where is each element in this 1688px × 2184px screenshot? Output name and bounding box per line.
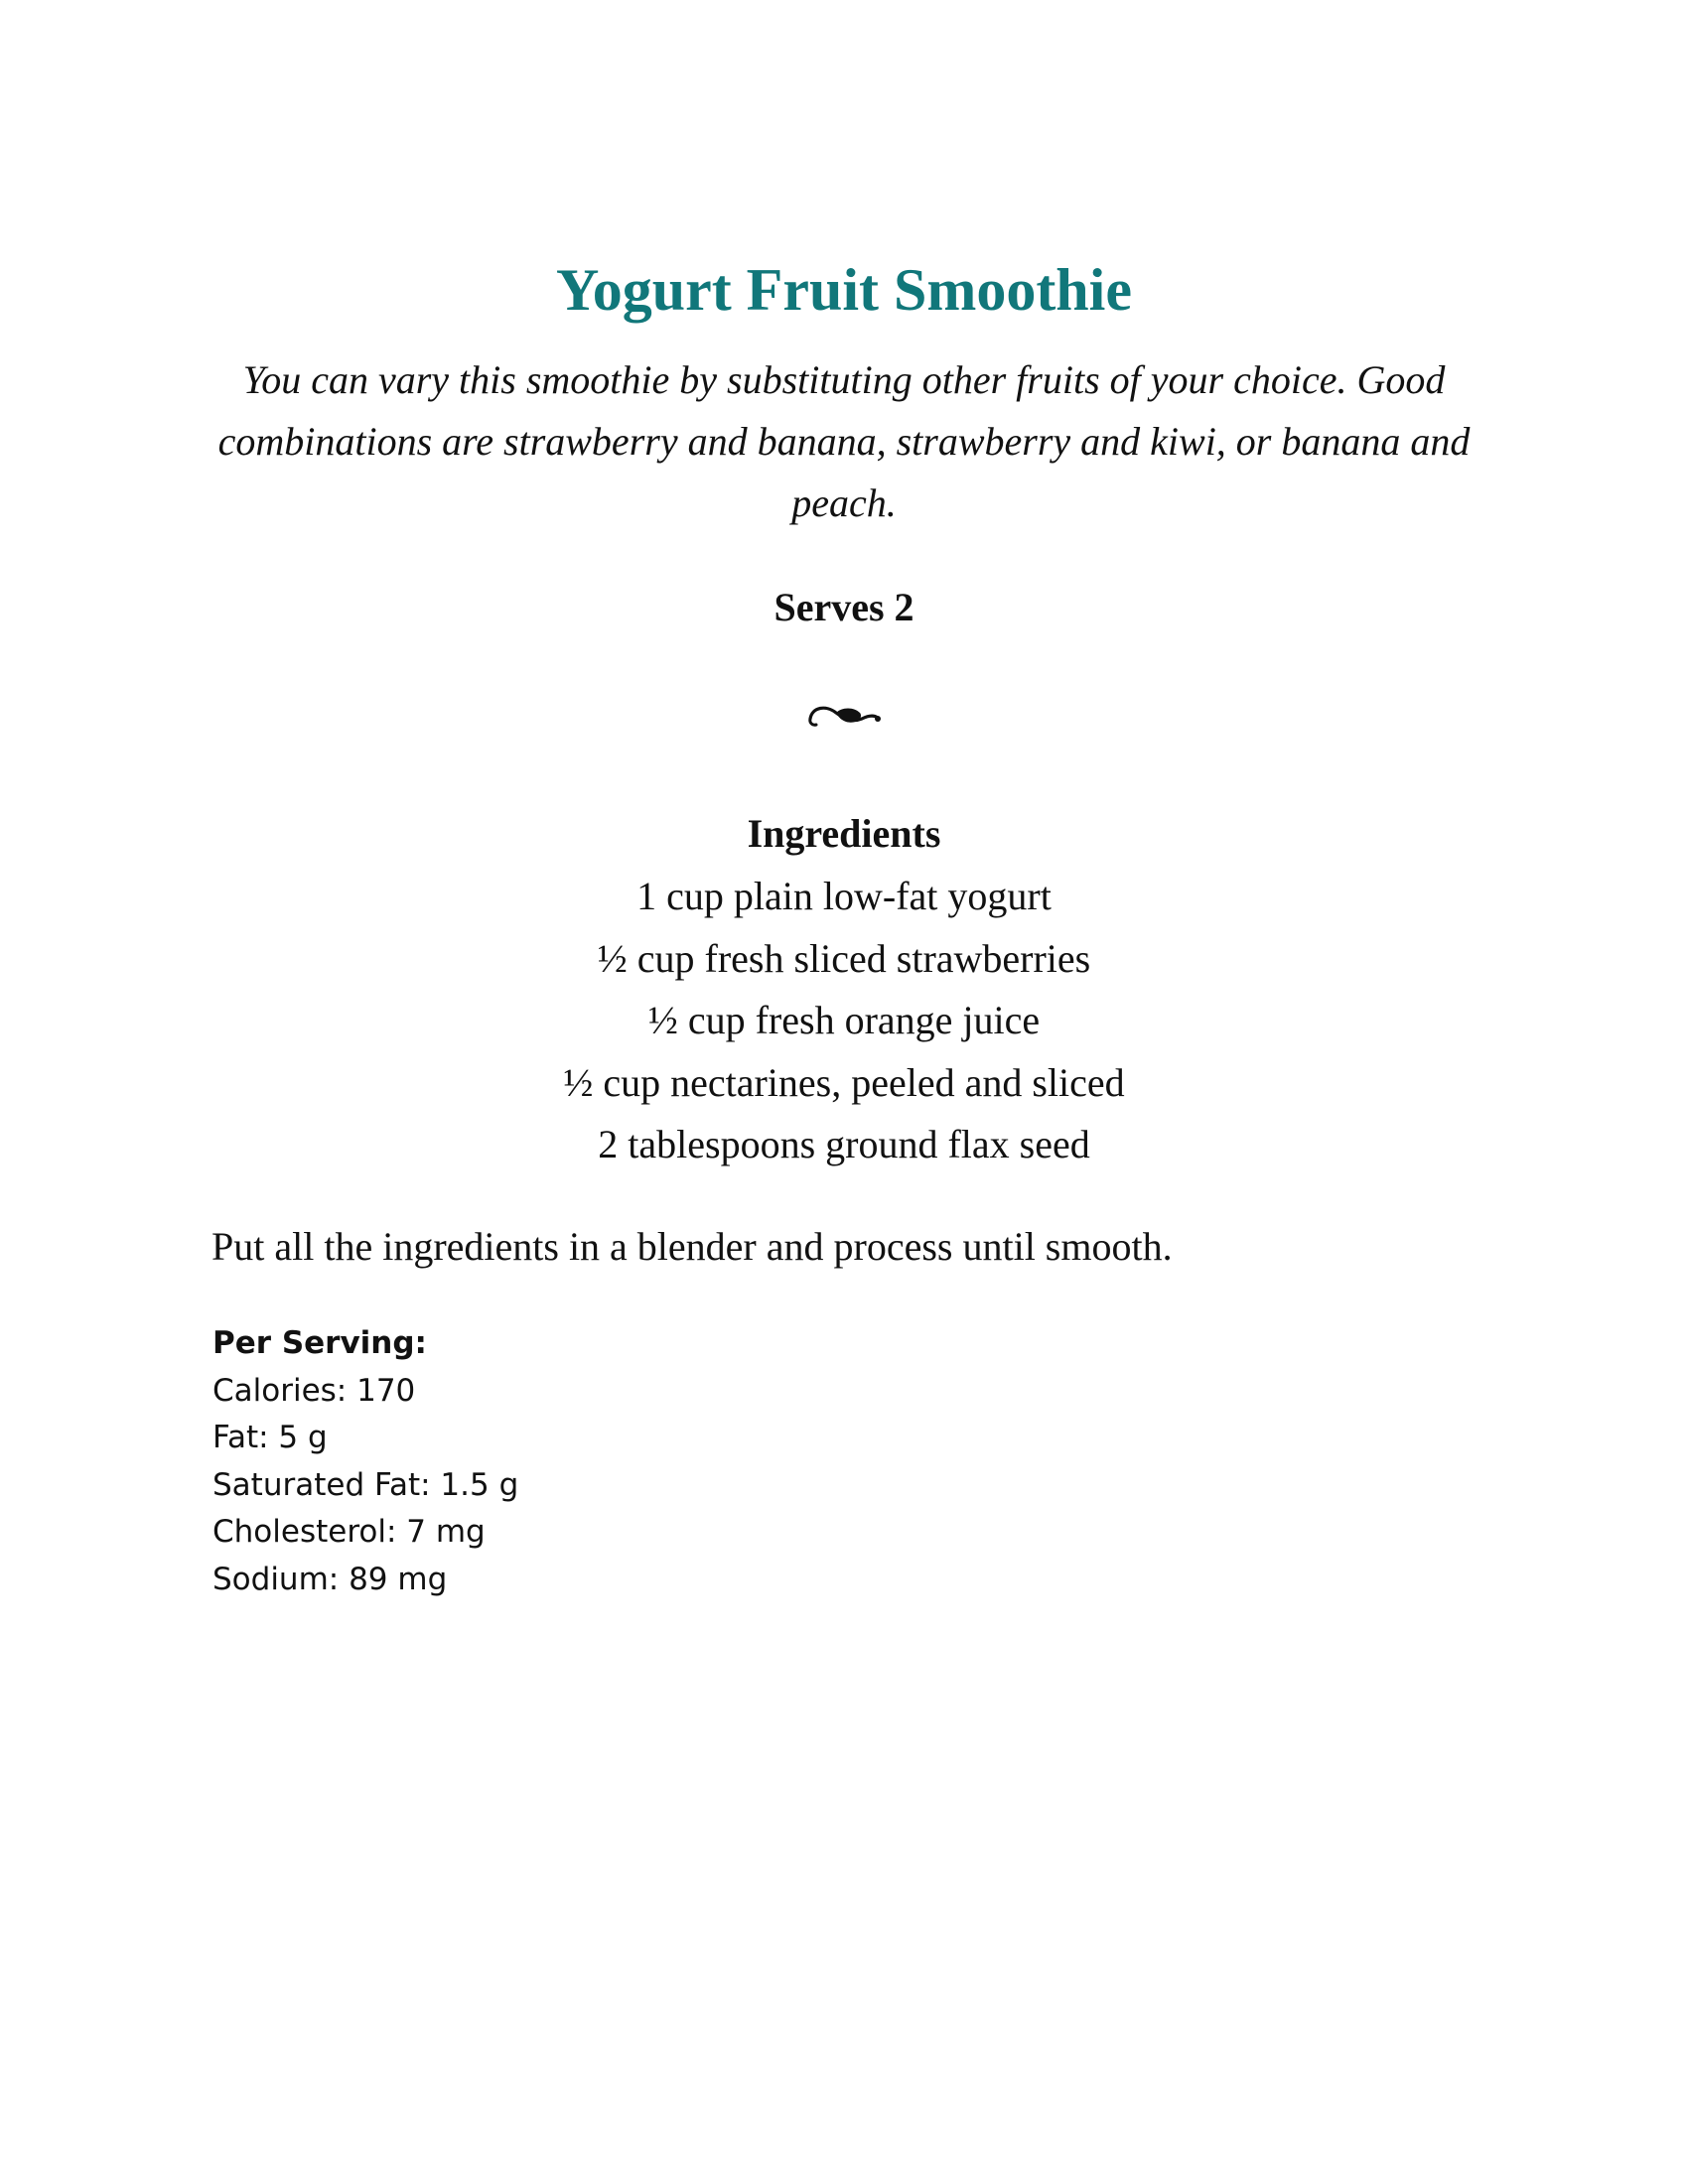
nutrition-facts xyxy=(212,1320,1106,1603)
nutrition-item: Sodium: 89 mg xyxy=(212,1561,448,1597)
ingredients-list xyxy=(0,866,1688,1176)
ingredient-item: ½ cup fresh sliced strawberries xyxy=(597,935,1091,981)
ingredient-item: ½ cup nectarines, peeled and sliced xyxy=(563,1059,1125,1105)
recipe-title: Yogurt Fruit Smoothie xyxy=(556,257,1132,323)
ingredient-item: 2 tablespoons ground flax seed xyxy=(598,1122,1090,1166)
nutrition-item: Saturated Fat: 1.5 g xyxy=(212,1466,519,1503)
nutrition-item: Calories: 170 xyxy=(212,1372,416,1409)
recipe-intro: You can vary this smoothie by substituting other fruits of your choice. Good combinations are strawberry and banana, strawberry and kiwi, or banana and peach. xyxy=(217,357,1471,525)
serves-count: Serves 2 xyxy=(774,585,914,629)
nutrition-item: Fat: 5 g xyxy=(212,1420,328,1455)
nutrition-heading: Per Serving: xyxy=(212,1325,427,1361)
ingredients-heading: Ingredients xyxy=(747,811,941,856)
swash-ornament-icon xyxy=(804,695,884,735)
nutrition-list xyxy=(212,1368,1106,1604)
recipe-instructions: Put all the ingredients in a blender and process until smooth. xyxy=(211,1224,1173,1269)
ingredient-item: ½ cup fresh orange juice xyxy=(647,998,1041,1042)
nutrition-item: Cholesterol: 7 mg xyxy=(212,1514,486,1550)
ingredient-item: 1 cup plain low-fat yogurt xyxy=(636,874,1052,918)
